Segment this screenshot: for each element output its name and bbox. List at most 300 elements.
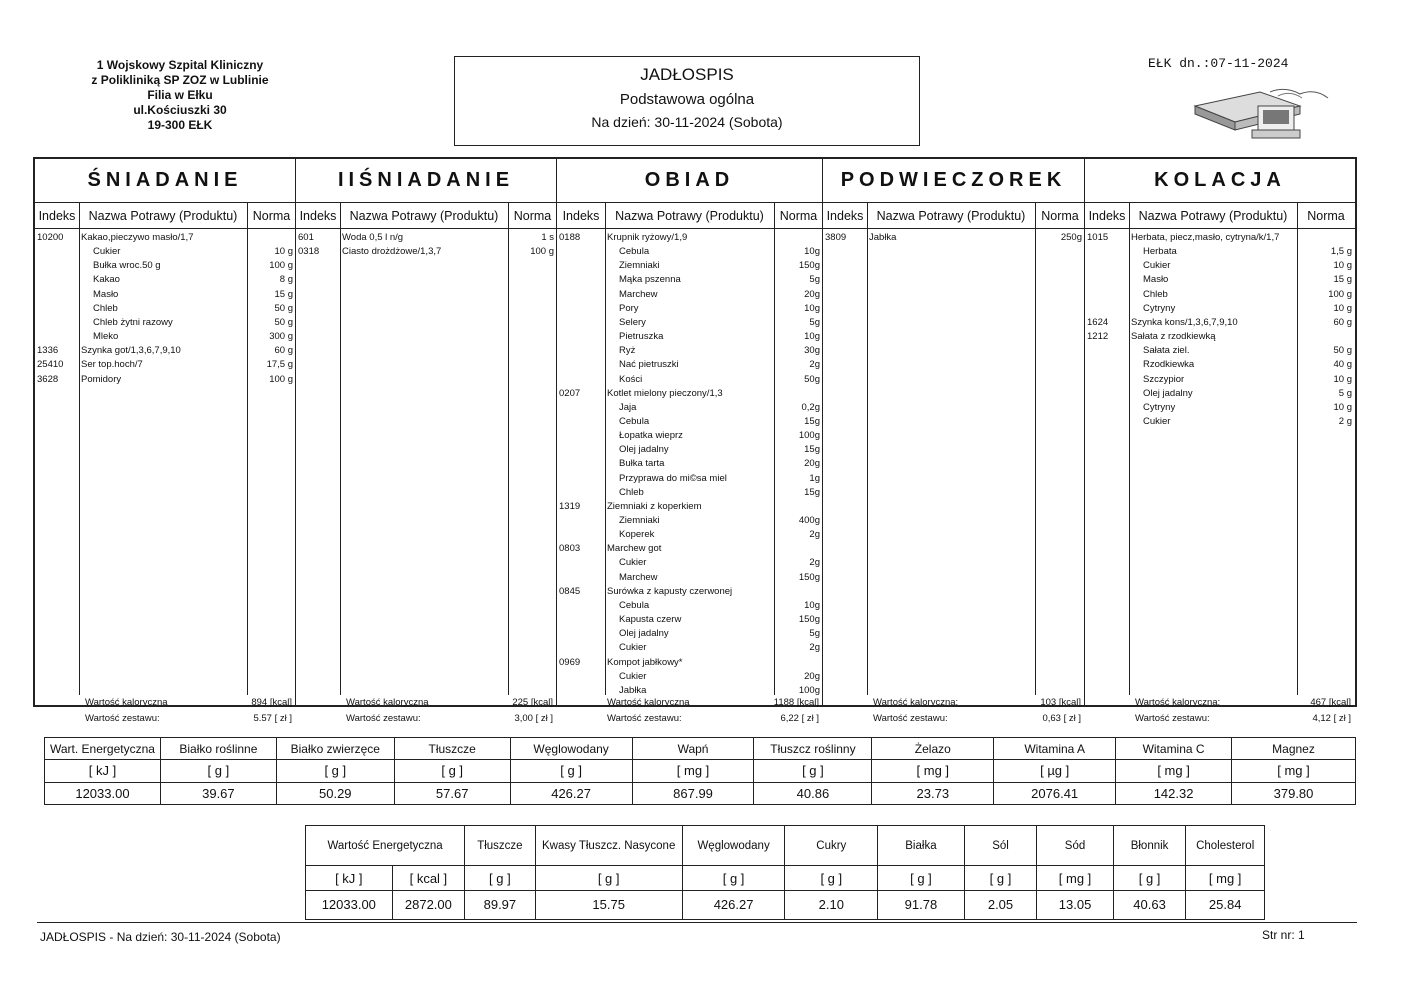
row-index: 1212 xyxy=(1087,331,1109,343)
nutrition1-value: 867.99 xyxy=(632,782,754,804)
row-norm: 10 g xyxy=(274,246,293,258)
nutrition2-header: Wartość Energetyczna xyxy=(306,826,465,866)
nutrition2-value: 426.27 xyxy=(682,890,785,919)
header-indeks: Indeks xyxy=(1088,209,1126,223)
nutrition1-unit: [ g ] xyxy=(510,760,632,782)
row-name: Chleb xyxy=(619,486,644,498)
row-norm: 5 g xyxy=(1338,387,1352,399)
menu-row xyxy=(557,585,823,599)
meal-column xyxy=(1085,159,1355,724)
row-name: Jabłka xyxy=(869,232,897,243)
hospital-line: 19-300 EŁK xyxy=(147,118,213,132)
nutrition1-unit: [ mg ] xyxy=(632,760,754,782)
nutrition-table-2 xyxy=(305,825,1265,920)
nutrition1-value: 39.67 xyxy=(160,782,276,804)
menu-row xyxy=(35,273,296,287)
menu-row xyxy=(557,528,823,542)
row-name: Cukier xyxy=(619,670,647,682)
meal-title: KOLACJA xyxy=(1085,159,1355,203)
row-norm: 20g xyxy=(804,670,820,682)
row-name: Krupnik ryżowy/1,9 xyxy=(607,232,688,243)
row-name: Chleb żytni razowy xyxy=(93,316,173,328)
row-norm: 5g xyxy=(809,316,820,328)
cost-label: Wartość zestawu: xyxy=(607,713,682,724)
row-norm: 10g xyxy=(804,302,820,314)
header-norma: Norma xyxy=(1041,209,1079,223)
header-nazwa: Nazwa Potrawy (Produktu) xyxy=(1138,209,1288,223)
nutrition1-header: Magnez xyxy=(1232,738,1356,760)
menu-row xyxy=(557,401,823,415)
row-name: Cytryny xyxy=(1143,302,1176,314)
row-index: 0207 xyxy=(559,387,581,399)
row-index: 0845 xyxy=(559,585,581,597)
row-index: 25410 xyxy=(37,359,64,371)
nutrition1-header: Tłuszcze xyxy=(394,738,510,760)
row-norm: 2 g xyxy=(1338,415,1352,427)
nutrition2-header: Węglowodany xyxy=(682,826,785,866)
menu-row xyxy=(35,373,296,387)
row-norm: 100g xyxy=(798,430,820,442)
header-norma: Norma xyxy=(252,209,291,223)
menu-row xyxy=(557,387,823,401)
page-number: Str nr: 1 xyxy=(1262,928,1305,942)
row-norm: 150g xyxy=(798,614,820,626)
row-norm: 250g xyxy=(1060,232,1082,243)
menu-row xyxy=(1085,344,1355,358)
row-norm: 8 g xyxy=(279,274,293,286)
nutrition1-unit: [ g ] xyxy=(160,760,276,782)
row-norm: 15g xyxy=(804,415,820,427)
nutrition2-header: Kwasy Tłuszcz. Nasycone xyxy=(535,826,682,866)
row-norm: 1 s xyxy=(541,232,554,243)
row-name: Cytryny xyxy=(1143,401,1176,413)
row-name: Jabłka xyxy=(619,684,647,696)
column-divider xyxy=(508,203,509,695)
row-norm: 10g xyxy=(804,331,820,343)
header-norma: Norma xyxy=(513,209,552,223)
row-name: Pory xyxy=(619,302,639,314)
row-norm: 5g xyxy=(809,628,820,640)
menu-row xyxy=(35,245,296,259)
nutrition1-unit: [ mg ] xyxy=(1232,760,1356,782)
menu-row xyxy=(557,231,823,245)
nutrition1-unit: [ mg ] xyxy=(1116,760,1232,782)
row-name: Łopatka wieprz xyxy=(619,430,683,442)
row-norm: 10 g xyxy=(1333,373,1352,385)
row-name: Pomidory xyxy=(81,373,122,385)
footer-title: JADŁOSPIS - Na dzień: 30-11-2024 (Sobota) xyxy=(40,930,281,944)
cost-value: 0,63 [ zł ] xyxy=(1042,713,1081,724)
nutrition2-value: 2.10 xyxy=(785,890,878,919)
menu-row xyxy=(1085,401,1355,415)
row-norm: 2g xyxy=(809,359,820,371)
row-name: Bułka tarta xyxy=(619,458,665,470)
row-norm: 150g xyxy=(798,571,820,583)
menu-row xyxy=(557,613,823,627)
menu-row xyxy=(35,330,296,344)
column-divider xyxy=(1035,203,1036,695)
nutrition2-value: 13.05 xyxy=(1037,890,1114,919)
row-name: Sałata z rzodkiewką xyxy=(1131,331,1216,343)
nutrition-table-1 xyxy=(44,737,1356,805)
row-name: Kompot jabłkowy* xyxy=(607,656,683,668)
row-norm: 0,2g xyxy=(801,401,820,413)
column-header xyxy=(296,203,556,229)
menu-row xyxy=(557,556,823,570)
row-norm: 60 g xyxy=(1333,316,1352,328)
nutrition1-unit: [ mg ] xyxy=(872,760,994,782)
menu-row xyxy=(557,344,823,358)
row-name: Ciasto drożdżowe/1,3,7 xyxy=(342,246,442,258)
menu-row xyxy=(823,231,1085,245)
row-norm: 100 g xyxy=(530,246,554,258)
menu-row xyxy=(557,627,823,641)
row-norm: 50 g xyxy=(274,316,293,328)
header-nazwa: Nazwa Potrawy (Produktu) xyxy=(615,209,764,223)
row-name: Mąka pszenna xyxy=(619,274,681,286)
row-name: Pietruszka xyxy=(619,331,664,343)
nutrition2-unit: [ g ] xyxy=(964,866,1037,890)
menu-row xyxy=(557,670,823,684)
menu-grid xyxy=(33,157,1357,724)
menu-row xyxy=(557,486,823,500)
nutrition1-unit: [ kJ ] xyxy=(45,760,161,782)
row-norm: 50g xyxy=(804,373,820,385)
row-norm: 40 g xyxy=(1333,359,1352,371)
row-norm: 15g xyxy=(804,486,820,498)
row-index: 1015 xyxy=(1087,232,1109,243)
row-name: Marchew got xyxy=(607,543,662,555)
header-nazwa: Nazwa Potrawy (Produktu) xyxy=(349,209,499,223)
row-name: Cukier xyxy=(1143,415,1171,427)
row-name: Cukier xyxy=(93,246,121,258)
row-norm: 10 g xyxy=(1333,302,1352,314)
row-name: Przyprawa do mi©sa miel xyxy=(619,472,727,484)
row-name: Mleko xyxy=(93,331,119,343)
row-name: Marchew xyxy=(619,288,658,300)
menu-row xyxy=(557,259,823,273)
cost-label: Wartość zestawu: xyxy=(346,713,421,724)
menu-row xyxy=(557,429,823,443)
menu-row xyxy=(557,302,823,316)
row-norm: 60 g xyxy=(274,345,293,357)
menu-row xyxy=(35,302,296,316)
row-name: Olej jadalny xyxy=(619,444,669,456)
header-nazwa: Nazwa Potrawy (Produktu) xyxy=(876,209,1026,223)
hospital-line: z Polikliniką SP ZOZ w Lublinie xyxy=(91,73,269,87)
menu-row xyxy=(296,231,557,245)
nutrition2-unit: [ g ] xyxy=(878,866,965,890)
calorie-value: 103 [kcal] xyxy=(1040,697,1081,708)
column-header xyxy=(35,203,295,229)
calorie-value: 1188 [kcal] xyxy=(773,697,819,708)
nutrition1-unit: [ g ] xyxy=(394,760,510,782)
nutrition1-unit: [ g ] xyxy=(754,760,872,782)
row-index: 10200 xyxy=(37,232,64,243)
row-norm: 2g xyxy=(809,557,820,569)
menu-row xyxy=(557,443,823,457)
row-name: Masło xyxy=(93,288,119,300)
hospital-line: ul.Kościuszki 30 xyxy=(133,103,227,117)
row-norm: 10g xyxy=(804,599,820,611)
row-norm: 400g xyxy=(798,515,820,526)
menu-row xyxy=(557,684,823,698)
meal-title: IIŚNIADANIE xyxy=(296,159,556,203)
meal-title: OBIAD xyxy=(557,159,822,203)
calorie-value: 225 [kcal] xyxy=(512,697,553,708)
row-norm: 2g xyxy=(809,642,820,654)
nutrition1-value: 50.29 xyxy=(276,782,394,804)
row-norm: 100 g xyxy=(1328,288,1352,300)
menu-row xyxy=(557,599,823,613)
menu-row xyxy=(296,245,557,259)
title-box xyxy=(454,56,920,146)
row-norm: 30g xyxy=(804,345,820,357)
menu-row xyxy=(35,288,296,302)
nutrition2-header: Tłuszcze xyxy=(465,826,536,866)
nutrition2-unit: [ mg ] xyxy=(1037,866,1114,890)
calorie-label: Wartość kaloryczna xyxy=(607,697,690,708)
row-index: 601 xyxy=(298,232,314,243)
row-name: Kotlet mielony pieczony/1,3 xyxy=(607,387,723,399)
cost-label: Wartość zestawu: xyxy=(873,713,948,724)
row-norm: 15g xyxy=(804,444,820,456)
row-norm: 15 g xyxy=(1333,274,1352,286)
column-header xyxy=(1085,203,1355,229)
nutrition1-value: 23.73 xyxy=(872,782,994,804)
row-name: Jaja xyxy=(619,401,637,413)
row-name: Chleb xyxy=(1143,288,1168,300)
row-name: Cukier xyxy=(1143,260,1171,272)
menu-row xyxy=(35,316,296,330)
menu-row xyxy=(1085,330,1355,344)
row-name: Olej jadalny xyxy=(1143,387,1193,399)
row-name: Sałata ziel. xyxy=(1143,345,1190,357)
row-norm: 300 g xyxy=(269,331,293,343)
row-index: 1624 xyxy=(1087,316,1109,328)
row-name: Woda 0,5 l n/g xyxy=(342,232,404,243)
row-norm: 150g xyxy=(798,260,820,272)
meal-column xyxy=(296,159,557,724)
row-name: Ziemniaki z koperkiem xyxy=(607,500,702,512)
nutrition2-value: 25.84 xyxy=(1186,890,1265,919)
nutrition1-header: Witamina C xyxy=(1116,738,1232,760)
nutrition1-header: Wart. Energetyczna xyxy=(45,738,161,760)
menu-row xyxy=(557,273,823,287)
nutrition1-header: Białko roślinne xyxy=(160,738,276,760)
column-header xyxy=(823,203,1084,229)
menu-row xyxy=(557,514,823,528)
header-indeks: Indeks xyxy=(826,209,864,223)
row-index: 0803 xyxy=(559,543,581,555)
nutrition1-value: 142.32 xyxy=(1116,782,1232,804)
nutrition2-value: 2.05 xyxy=(964,890,1037,919)
row-name: Olej jadalny xyxy=(619,628,669,640)
menu-row xyxy=(1085,387,1355,401)
menu-row xyxy=(557,415,823,429)
row-index: 1336 xyxy=(37,345,59,357)
calorie-label: Wartość kaloryczna xyxy=(346,697,429,708)
menu-row xyxy=(557,358,823,372)
nutrition2-unit: [ g ] xyxy=(535,866,682,890)
row-name: Bułka wroc.50 g xyxy=(93,260,161,272)
header-indeks: Indeks xyxy=(38,209,76,223)
row-index: 3809 xyxy=(825,232,847,243)
nutrition2-value: 91.78 xyxy=(878,890,965,919)
row-name: Cebula xyxy=(619,246,650,258)
nutrition1-unit: [ µg ] xyxy=(994,760,1116,782)
cost-label: Wartość zestawu: xyxy=(85,713,160,724)
calorie-label: Wartość kaloryczna: xyxy=(1135,697,1221,708)
menu-row xyxy=(557,316,823,330)
menu-row xyxy=(557,472,823,486)
menu-row xyxy=(557,288,823,302)
footer-divider xyxy=(37,922,1357,923)
column-divider xyxy=(867,203,868,695)
row-name: Cukier xyxy=(619,557,647,569)
menu-row xyxy=(1085,288,1355,302)
row-name: Masło xyxy=(1143,274,1169,286)
nutrition2-unit: [ g ] xyxy=(1113,866,1186,890)
row-name: Szczypior xyxy=(1143,373,1185,385)
menu-row xyxy=(1085,302,1355,316)
row-name: Ryż xyxy=(619,345,636,357)
cost-value: 4,12 [ zł ] xyxy=(1312,713,1351,724)
nutrition2-unit: [ g ] xyxy=(465,866,536,890)
menu-row xyxy=(557,542,823,556)
row-name: Ser top.hoch/7 xyxy=(81,359,143,371)
nutrition2-value: 40.63 xyxy=(1113,890,1186,919)
nutrition1-unit: [ g ] xyxy=(276,760,394,782)
nutrition2-header: Błonnik xyxy=(1113,826,1186,866)
header-indeks: Indeks xyxy=(299,209,337,223)
nutrition1-value: 426.27 xyxy=(510,782,632,804)
header-nazwa: Nazwa Potrawy (Produktu) xyxy=(88,209,238,223)
menu-row xyxy=(35,259,296,273)
hospital-line: Filia w Ełku xyxy=(147,88,213,102)
row-norm: 15 g xyxy=(274,288,293,300)
row-index: 3628 xyxy=(37,373,59,385)
nutrition1-header: Tłuszcz roślinny xyxy=(754,738,872,760)
nutrition2-unit: [ g ] xyxy=(785,866,878,890)
row-norm: 1g xyxy=(809,472,820,484)
nutrition2-value: 2872.00 xyxy=(392,890,465,919)
nutrition2-header: Cholesterol xyxy=(1186,826,1265,866)
nutrition1-header: Witamina A xyxy=(994,738,1116,760)
menu-row xyxy=(557,500,823,514)
row-norm: 1,5 g xyxy=(1330,246,1352,258)
row-norm: 100g xyxy=(798,684,820,696)
nutrition2-unit: [ mg ] xyxy=(1186,866,1265,890)
menu-row xyxy=(557,641,823,655)
nutrition1-header: Węglowodany xyxy=(510,738,632,760)
nutrition2-header: Sól xyxy=(964,826,1037,866)
column-header xyxy=(557,203,822,229)
row-name: Cebula xyxy=(619,599,650,611)
row-norm: 5g xyxy=(809,274,820,286)
row-name: Cukier xyxy=(619,642,647,654)
row-norm: 10 g xyxy=(1333,260,1352,272)
menu-row xyxy=(1085,373,1355,387)
menu-row xyxy=(557,373,823,387)
nutrition1-header: Wapń xyxy=(632,738,754,760)
row-name: Kapusta czerw xyxy=(619,614,682,626)
menu-row xyxy=(1085,259,1355,273)
header-norma: Norma xyxy=(1307,209,1345,223)
row-name: Koperek xyxy=(619,529,655,541)
menu-row xyxy=(1085,273,1355,287)
cost-label: Wartość zestawu: xyxy=(1135,713,1210,724)
nutrition2-value: 12033.00 xyxy=(306,890,393,919)
menu-row xyxy=(1085,316,1355,330)
menu-title: JADŁOSPIS xyxy=(640,65,734,84)
row-name: Rzodkiewka xyxy=(1143,359,1195,371)
meal-column xyxy=(823,159,1085,724)
nutrition1-value: 57.67 xyxy=(394,782,510,804)
row-name: Ziemniaki xyxy=(619,515,660,526)
menu-row xyxy=(557,656,823,670)
row-norm: 17,5 g xyxy=(266,359,293,371)
meal-column xyxy=(557,159,823,724)
row-index: 0318 xyxy=(298,246,320,258)
row-norm: 50 g xyxy=(1333,345,1352,357)
diet-type: Podstawowa ogólna xyxy=(619,91,755,108)
row-index: 0969 xyxy=(559,656,581,668)
nutrition2-value: 89.97 xyxy=(465,890,536,919)
menu-row xyxy=(1085,415,1355,429)
nutrition2-unit: [ kJ ] xyxy=(306,866,393,890)
cost-value: 6,22 [ zł ] xyxy=(780,713,819,724)
menu-row xyxy=(557,457,823,471)
row-norm: 2g xyxy=(809,529,820,541)
row-norm: 10 g xyxy=(1333,401,1352,413)
nutrition2-header: Cukry xyxy=(785,826,878,866)
printed-date: EŁK dn.:07-11-2024 xyxy=(1148,56,1289,71)
calorie-label: Wartość kaloryczna: xyxy=(873,697,959,708)
hospital-address xyxy=(70,58,290,133)
nutrition1-header: Żelazo xyxy=(872,738,994,760)
row-norm: 100 g xyxy=(269,260,293,272)
row-norm: 100 g xyxy=(269,373,293,385)
menu-date: Na dzień: 30-11-2024 (Sobota) xyxy=(591,114,783,130)
row-name: Kakao xyxy=(93,274,120,286)
calorie-label: Wartość kaloryczna xyxy=(85,697,168,708)
row-name: Selery xyxy=(619,316,646,328)
menu-row xyxy=(1085,358,1355,372)
nutrition2-header: Białka xyxy=(878,826,965,866)
nutrition2-unit: [ g ] xyxy=(682,866,785,890)
header-norma: Norma xyxy=(779,209,818,223)
menu-row xyxy=(1085,245,1355,259)
menu-row xyxy=(35,344,296,358)
meal-column xyxy=(35,159,296,724)
menu-row xyxy=(557,330,823,344)
row-name: Chleb xyxy=(93,302,118,314)
row-norm: 20g xyxy=(804,458,820,470)
nutrition2-header: Sód xyxy=(1037,826,1114,866)
calorie-value: 467 [kcal] xyxy=(1310,697,1351,708)
row-norm: 10g xyxy=(804,246,820,258)
column-divider xyxy=(340,203,341,695)
row-name: Kakao,pieczywo masło/1,7 xyxy=(81,232,194,243)
meal-title: ŚNIADANIE xyxy=(35,159,295,203)
row-index: 0188 xyxy=(559,232,581,243)
menu-row xyxy=(35,231,296,245)
nutrition1-value: 12033.00 xyxy=(45,782,161,804)
header-indeks: Indeks xyxy=(562,209,600,223)
calorie-value: 894 [kcal] xyxy=(251,697,292,708)
row-name: Herbata xyxy=(1143,246,1177,258)
